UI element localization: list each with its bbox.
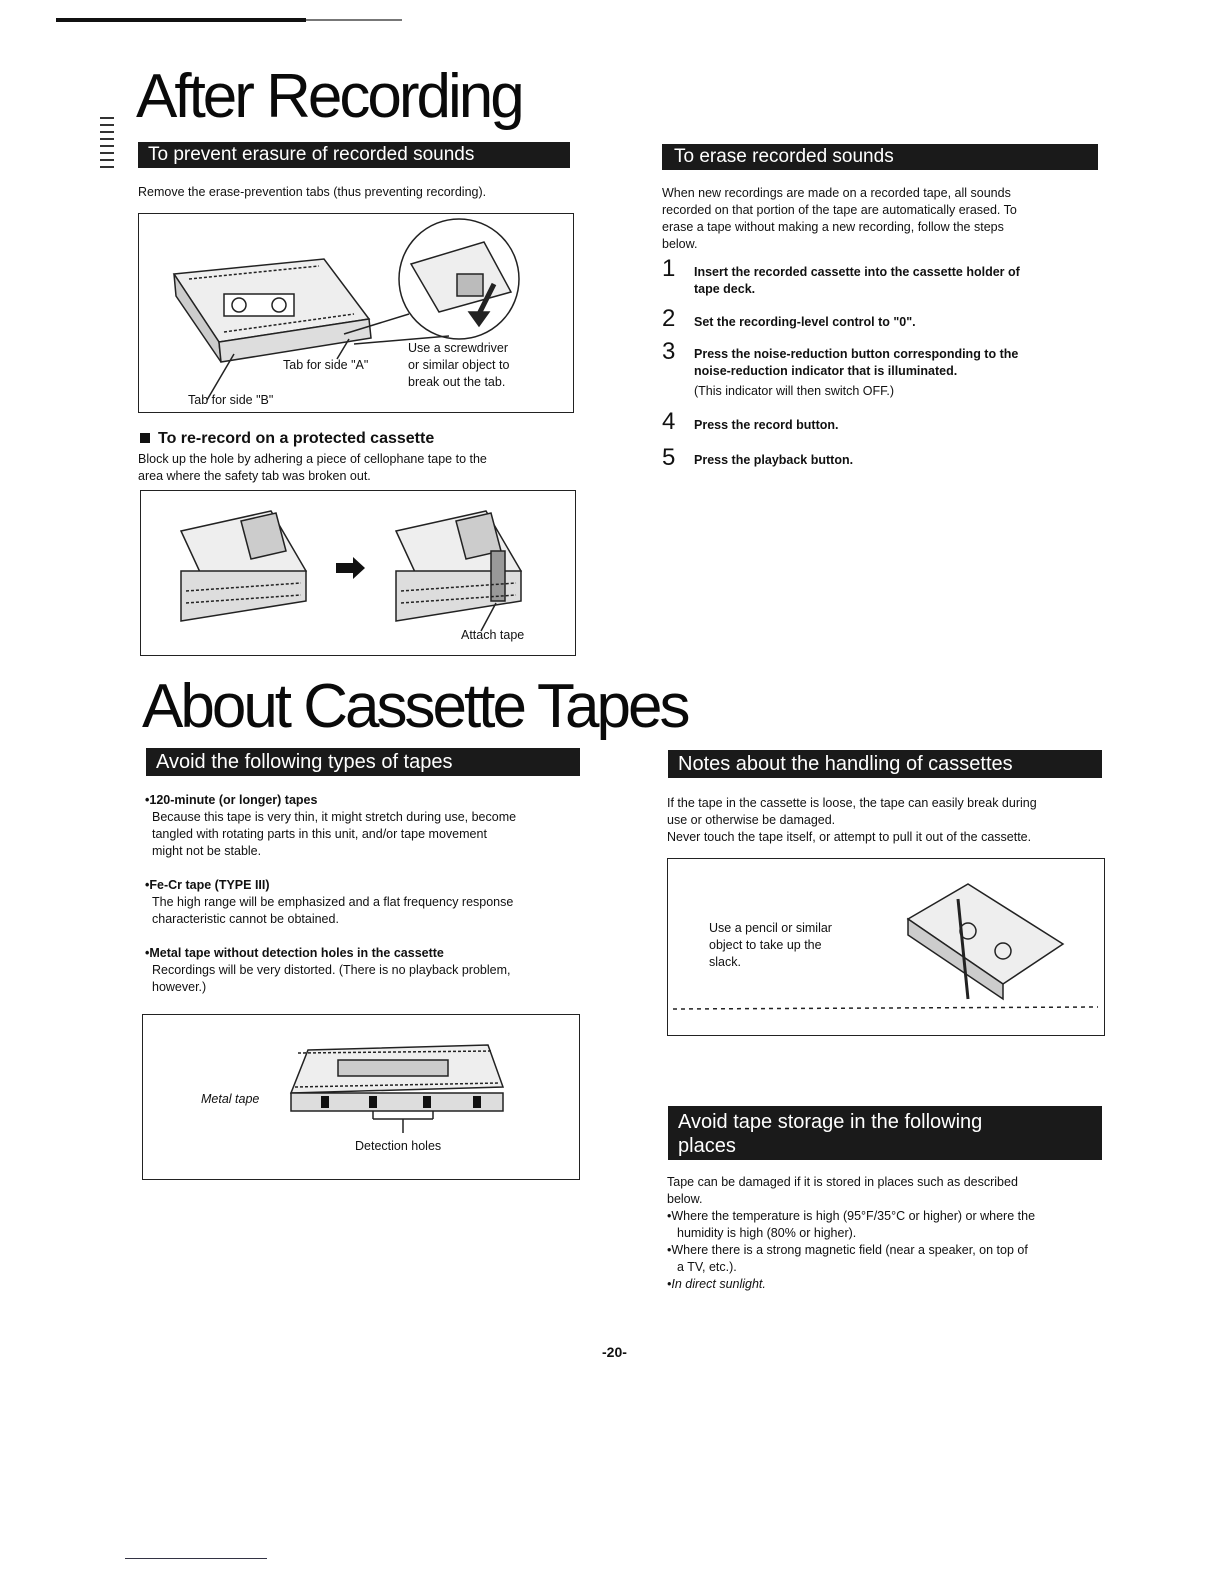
erase-intro-4: below. <box>662 237 698 251</box>
handling-line-3: Never touch the tape itself, or attempt to pull it out of the cassette. <box>667 830 1032 844</box>
heading-prevent-erasure: To prevent erasure of recorded sounds <box>138 142 570 168</box>
top-rule <box>56 18 306 22</box>
right-arrow-icon <box>336 557 365 579</box>
erase-intro-1: When new recordings are made on a recorded tape, all sounds <box>662 186 1011 200</box>
tape-type-1-line-2: tangled with rotating parts in this unit, and/or tape movement <box>152 827 487 841</box>
storage-bullet-2-line-2: a TV, etc.). <box>677 1260 737 1274</box>
square-bullet-icon <box>140 433 150 443</box>
step-2-number: 2 <box>662 305 676 332</box>
handling-line-1: If the tape in the cassette is loose, the tape can easily break during <box>667 796 1037 810</box>
caption-detection-holes: Detection holes <box>355 1139 442 1153</box>
step-2-line-1: Set the recording-level control to "0". <box>694 315 916 329</box>
step-4-line-1: Press the record button. <box>694 418 839 432</box>
caption-tab-side-a: Tab for side "A" <box>283 358 369 372</box>
rerecord-heading <box>140 430 434 448</box>
step-3-number: 3 <box>662 338 676 365</box>
page-number: -20- <box>602 1344 627 1360</box>
storage-bullet-3-line-1: •In direct sunlight. <box>667 1277 766 1291</box>
erase-intro-3: erase a tape without making a new recording, follow the steps <box>662 220 1004 234</box>
step-3-line-1: Press the noise-reduction button corresponding to the <box>694 347 1019 361</box>
handling-line-2: use or otherwise be damaged. <box>667 813 836 827</box>
step-5-line-1: Press the playback button. <box>694 453 854 467</box>
detection-hole-1 <box>321 1096 329 1108</box>
tape-type-1-line-3: might not be stable. <box>152 844 262 858</box>
margin-mark <box>100 117 114 172</box>
pencil-text-1: Use a pencil or similar <box>709 921 832 935</box>
step-5-number: 5 <box>662 444 676 471</box>
bottom-rule <box>125 1558 267 1559</box>
tape-type-2-title: •Fe-Cr tape (TYPE III) <box>145 878 270 892</box>
caption-attach-tape: Attach tape <box>461 628 525 642</box>
step-3-line-2: noise-reduction indicator that is illuminated. <box>694 364 958 378</box>
step-1-number: 1 <box>662 255 676 282</box>
step-1-line-2: tape deck. <box>694 282 756 296</box>
rerecord-text-1: Block up the hole by adhering a piece of cellophane tape to the <box>138 452 487 466</box>
heading-storage-places <box>668 1106 1102 1160</box>
pencil-text-2: object to take up the <box>709 938 822 952</box>
heading-handling-cassettes: Notes about the handling of cassettes <box>668 750 1102 778</box>
rerecord-heading-text: To re-record on a protected cassette <box>158 430 435 447</box>
tape-type-3-line-2: however.) <box>152 980 207 994</box>
storage-line-1: Tape can be damaged if it is stored in places such as described <box>667 1175 1018 1189</box>
figure-break-tab <box>138 213 574 413</box>
caption-screwdriver-3: break out the tab. <box>408 375 506 389</box>
tape-type-1-title: •120-minute (or longer) tapes <box>145 793 318 807</box>
storage-bullet-1-line-2: humidity is high (80% or higher). <box>677 1226 857 1240</box>
tape-type-3-title: •Metal tape without detection holes in the cassette <box>145 946 444 960</box>
step-1-line-1: Insert the recorded cassette into the cassette holder of <box>694 265 1020 279</box>
step-4-number: 4 <box>662 408 676 435</box>
heading-avoid-tape-types: Avoid the following types of tapes <box>146 748 580 776</box>
heading-storage-line-1: Avoid tape storage in the following <box>678 1111 983 1133</box>
erase-intro-2: recorded on that portion of the tape are automatically erased. To <box>662 203 1017 217</box>
heading-erase-sounds: To erase recorded sounds <box>662 144 1098 170</box>
page-title-after-recording: After Recording <box>136 62 522 131</box>
storage-bullet-2-line-1: •Where there is a strong magnetic field (near a speaker, on top of <box>667 1243 1028 1257</box>
caption-tab-side-b: Tab for side "B" <box>188 393 274 407</box>
cassette-tab-illustration <box>139 214 575 414</box>
tape-type-1-line-1: Because this tape is very thin, it might stretch during use, become <box>152 810 517 824</box>
tape-type-2-line-2: characteristic cannot be obtained. <box>152 912 339 926</box>
caption-screwdriver-2: or similar object to <box>408 358 510 372</box>
detection-hole-4 <box>473 1096 481 1108</box>
tape-type-3-line-1: Recordings will be very distorted. (There is no playback problem, <box>152 963 511 977</box>
prevent-erasure-text: Remove the erase-prevention tabs (thus preventing recording). <box>138 185 487 199</box>
heading-storage-line-2: places <box>678 1135 736 1157</box>
storage-bullet-1-line-1: •Where the temperature is high (95°F/35°C or higher) or where the <box>667 1209 1036 1223</box>
caption-metal-tape: Metal tape <box>201 1092 260 1106</box>
step-3-note: (This indicator will then switch OFF.) <box>694 384 895 398</box>
detection-hole-3 <box>423 1096 431 1108</box>
page-title-about-cassette-tapes: About Cassette Tapes <box>142 672 688 741</box>
tape-type-2-line-1: The high range will be emphasized and a flat frequency response <box>152 895 514 909</box>
top-rule-tail <box>306 19 402 21</box>
pencil-text-3: slack. <box>709 955 741 969</box>
caption-screwdriver-1: Use a screwdriver <box>408 341 509 355</box>
storage-line-2: below. <box>667 1192 703 1206</box>
detection-hole-2 <box>369 1096 377 1108</box>
rerecord-text-2: area where the safety tab was broken out. <box>138 469 371 483</box>
